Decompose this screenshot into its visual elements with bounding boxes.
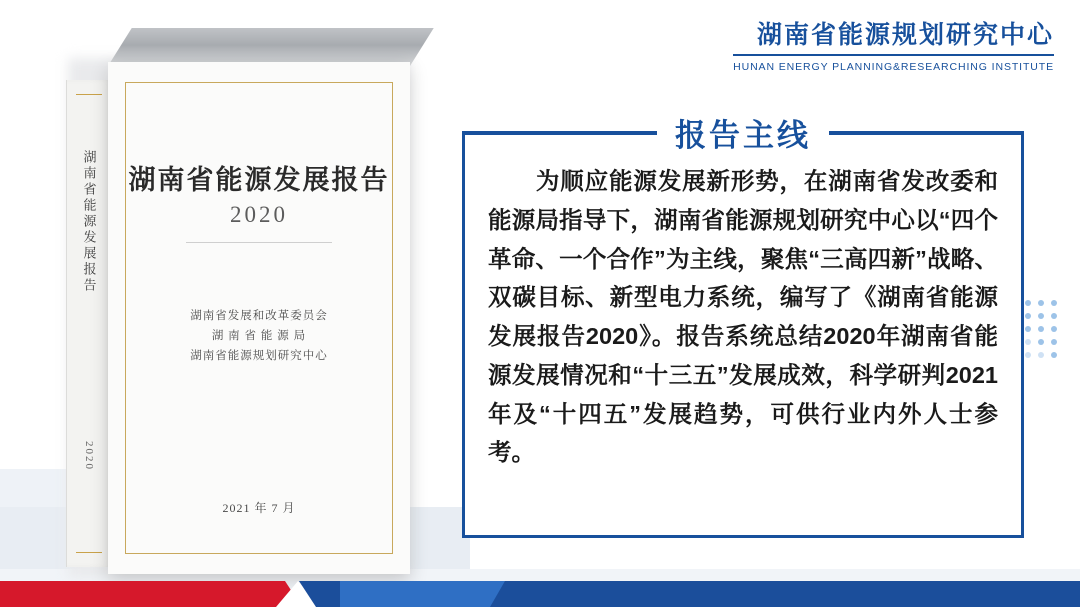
content-card-heading	[462, 104, 1024, 160]
paragraph-text: 为顺应能源发展新形势，在湖南省发改委和能源局指导下，湖南省能源规划研究中心以“四个革命、一个合作”为主线，聚焦“三高四新”战略、双碳目标、新型电力系统，编写了《湖南省能源发展报告2020》。报告系统总结2020年湖南省能源发展情况和“十三五”发展成效，科学研判2021年及“十四五”发展趋势，可供行业内外人士参考。	[488, 168, 998, 466]
brand-divider	[733, 54, 1054, 56]
page-title: 报告主线	[657, 110, 829, 155]
heading-rule-left	[462, 131, 657, 134]
ribbon-red-segment	[0, 581, 285, 607]
book-cover-organizations	[108, 306, 410, 366]
heading-rule-right	[829, 131, 1024, 134]
brand-logo	[733, 20, 1054, 73]
book-cover	[108, 62, 410, 574]
ribbon-light-blue-segment	[340, 581, 490, 607]
content-paragraph	[488, 162, 998, 472]
book-spine-year: 2020	[83, 441, 95, 471]
brand-name-en: HUNAN ENERGY PLANNING&RESEARCHING INSTITUTE	[733, 61, 1054, 73]
book-cover-org-2: 湖 南 省 能 源 局	[211, 330, 307, 343]
book-top-edge	[108, 28, 434, 66]
book-cover-title: 湖南省能源发展报告	[128, 165, 390, 195]
book-cover-org-1: 湖南省发展和改革委员会	[190, 310, 328, 322]
bottom-ribbon	[0, 581, 1080, 607]
book-spine-title: 湖南省能源发展报告	[81, 150, 97, 294]
book-cover-divider	[186, 242, 332, 243]
book-spine-rule-bottom	[76, 552, 102, 553]
book-cover-year: 2020	[230, 202, 288, 227]
brand-name-cn: 湖南省能源规划研究中心	[756, 21, 1054, 49]
book-spine-rule-top	[76, 94, 102, 95]
book-cover-date: 2021 年 7 月	[222, 501, 296, 515]
book-spine	[66, 80, 111, 567]
book-cover-org-3: 湖南省能源规划研究中心	[190, 350, 328, 363]
report-book-image	[40, 18, 450, 578]
